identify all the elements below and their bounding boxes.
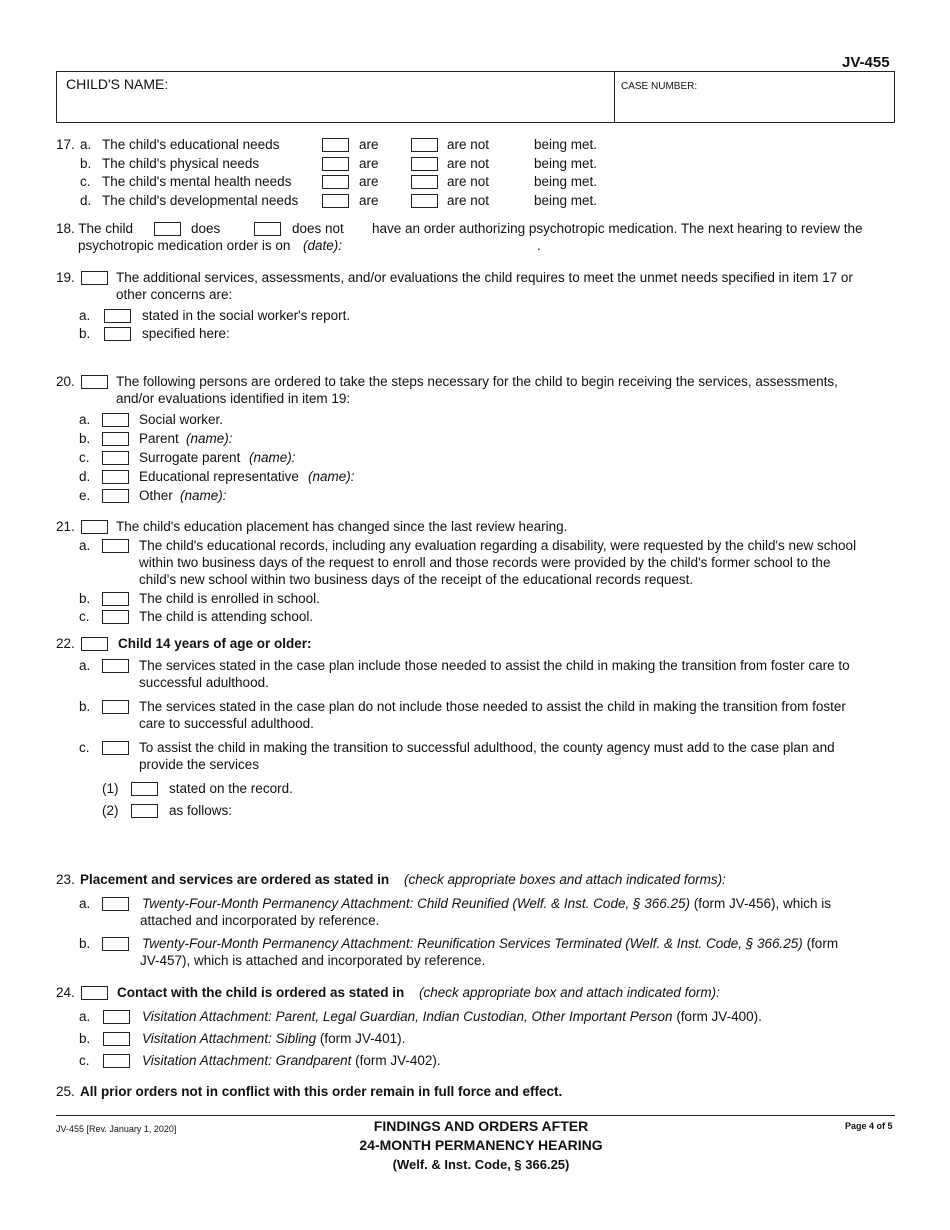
item-24-note: (check appropriate box and attach indicated form): (419, 985, 720, 1000)
header-box (56, 71, 895, 123)
attachment-form: (form JV-401). (316, 1031, 406, 1046)
person-label: Other (139, 488, 173, 503)
item-letter: c. (80, 174, 91, 189)
item-23b-line2: JV-457), which is attached and incorporated by reference. (140, 953, 486, 968)
item-letter: b. (79, 936, 91, 951)
item-21b-text: The child is enrolled in school. (139, 591, 320, 606)
attachment-title: Visitation Attachment: Parent, Legal Guardian, Indian Custodian, Other Important Person (142, 1009, 673, 1024)
visitation-line (142, 1052, 441, 1069)
does-not-checkbox[interactable] (254, 222, 281, 236)
item-19-text-line2: other concerns are: (116, 287, 233, 302)
item-18-text: have an order authorizing psychotropic medication. The next hearing to review the (372, 221, 863, 236)
social-worker-checkbox[interactable] (102, 413, 129, 427)
item-23a-line2: attached and incorporated by reference. (140, 913, 380, 928)
parent-checkbox[interactable] (102, 432, 129, 446)
item-20-text-line2: and/or evaluations identified in item 19: (116, 391, 351, 406)
date-note: (date): (303, 238, 343, 253)
item-letter: a. (79, 308, 91, 323)
are-checkbox[interactable] (322, 138, 349, 152)
item-letter: d. (79, 469, 91, 484)
footer-title-3: (Welf. & Inst. Code, § 366.25) (392, 1157, 570, 1172)
need-label: The child's developmental needs (102, 193, 299, 208)
item-23-title: Placement and services are ordered as stated in (80, 872, 390, 887)
are-not-label: are not (447, 156, 490, 171)
services-included-checkbox[interactable] (102, 659, 129, 673)
visitation-sibling-checkbox[interactable] (103, 1032, 130, 1046)
item-number: 19. (56, 270, 75, 285)
item-letter: d. (80, 193, 92, 208)
item-19b-text: specified here: (142, 326, 230, 341)
item-19a-text: stated in the social worker's report. (142, 308, 351, 323)
visitation-line (142, 1008, 762, 1025)
specified-here-checkbox[interactable] (104, 327, 131, 341)
other-checkbox[interactable] (102, 489, 129, 503)
item-24-checkbox[interactable] (81, 986, 108, 1000)
item-20-text: The following persons are ordered to take the steps necessary for the child to begin receiving the services, assessments, (116, 374, 838, 389)
item-letter: c. (79, 740, 90, 755)
item-21a-line2: within two business days of the request to enroll and those records were provided by the child's former school to the (139, 555, 831, 570)
item-23-note: (check appropriate boxes and attach indicated forms): (404, 872, 726, 887)
item-number: 25. (56, 1084, 75, 1099)
item-24-title: Contact with the child is ordered as stated in (117, 985, 405, 1000)
being-met-label: being met. (534, 174, 598, 189)
are-not-label: are not (447, 193, 490, 208)
services-not-included-checkbox[interactable] (102, 700, 129, 714)
item-22c-line1: To assist the child in making the transition to successful adulthood, the county agency must add to the case plan and (139, 740, 835, 755)
item-21-checkbox[interactable] (81, 520, 108, 534)
records-requested-checkbox[interactable] (102, 539, 129, 553)
item-22-title: Child 14 years of age or older: (118, 636, 312, 651)
item-letter: a. (80, 137, 92, 152)
item-21c-text: The child is attending school. (139, 609, 314, 624)
item-22c1-text: stated on the record. (169, 781, 293, 796)
item-21-text: The child's education placement has changed since the last review hearing. (116, 519, 568, 534)
item-letter: b. (80, 156, 92, 171)
item-22c-line2: provide the services (139, 757, 260, 772)
item-23b-line1 (142, 935, 838, 952)
person-label: Social worker. (139, 412, 224, 427)
attachment-title: Visitation Attachment: Grandparent (142, 1053, 352, 1068)
name-note: (name): (186, 431, 233, 446)
item-18-lead: 18. The child (56, 221, 134, 236)
page-number: Page 4 of 5 (845, 1121, 893, 1131)
does-checkbox[interactable] (154, 222, 181, 236)
are-not-label: are not (447, 174, 490, 189)
child-reunified-attachment-checkbox[interactable] (102, 897, 129, 911)
surrogate-parent-checkbox[interactable] (102, 451, 129, 465)
visitation-grandparent-checkbox[interactable] (103, 1054, 130, 1068)
agency-must-add-checkbox[interactable] (102, 741, 129, 755)
item-21a-line1: The child's educational records, including any evaluation regarding a disability, were requested by the child's new school (139, 538, 857, 553)
social-worker-report-checkbox[interactable] (104, 309, 131, 323)
item-letter: b. (79, 326, 91, 341)
are-not-checkbox[interactable] (411, 157, 438, 171)
item-letter: a. (79, 896, 91, 911)
item-letter: c. (79, 1053, 90, 1068)
visitation-line (142, 1030, 405, 1047)
item-25-text: All prior orders not in conflict with this order remain in full force and effect. (80, 1084, 563, 1099)
are-not-checkbox[interactable] (411, 175, 438, 189)
are-label: are (359, 193, 379, 208)
item-22b-line1: The services stated in the case plan do not include those needed to assist the child in making the transition from foster (139, 699, 846, 714)
item-21a-line3: child's new school within two business days of the receipt of the educational records request. (139, 572, 694, 587)
are-not-checkbox[interactable] (411, 194, 438, 208)
form-id: JV-455 (842, 54, 890, 71)
header-divider (614, 71, 615, 123)
item-22b-line2: care to successful adulthood. (139, 716, 314, 731)
are-label: are (359, 156, 379, 171)
item-letter: a. (79, 658, 91, 673)
item-letter: c. (79, 450, 90, 465)
item-letter: b. (79, 431, 91, 446)
item-number: 20. (56, 374, 75, 389)
item-letter: b. (79, 591, 91, 606)
case-number-label: CASE NUMBER: (621, 81, 698, 92)
are-label: are (359, 137, 379, 152)
are-label: are (359, 174, 379, 189)
item-22a-line1: The services stated in the case plan include those needed to assist the child in making the transition from foster care to (139, 658, 850, 673)
are-checkbox[interactable] (322, 157, 349, 171)
attachment-form: (form JV-400). (672, 1009, 762, 1024)
name-note: (name): (180, 488, 227, 503)
need-label: The child's physical needs (102, 156, 260, 171)
item-letter: e. (79, 488, 91, 503)
name-note: (name): (308, 469, 355, 484)
period: . (537, 238, 541, 253)
sub-item-number: (1) (102, 781, 119, 796)
item-letter: a. (79, 538, 91, 553)
footer-title-2: 24-MONTH PERMANENCY HEARING (359, 1137, 603, 1153)
item-19-text: The additional services, assessments, and/or evaluations the child requires to meet the unmet needs specified in item 17 or (116, 270, 853, 285)
person-label: Surrogate parent (139, 450, 241, 465)
are-not-label: are not (447, 137, 490, 152)
attachment-form: (form (802, 936, 839, 951)
need-label: The child's educational needs (102, 137, 280, 152)
form-revision: JV-455 [Rev. January 1, 2020] (56, 1124, 177, 1134)
need-label: The child's mental health needs (102, 174, 292, 189)
attachment-form: (form JV-456), which is (690, 896, 832, 911)
item-18-text-line2: psychotropic medication order is on (78, 238, 291, 253)
item-23a-line1 (142, 895, 831, 912)
does-not-label: does not (292, 221, 344, 236)
attachment-form: (form JV-402). (351, 1053, 441, 1068)
services-terminated-attachment-checkbox[interactable] (102, 937, 129, 951)
item-number: 24. (56, 985, 75, 1000)
being-met-label: being met. (534, 156, 598, 171)
person-label: Educational representative (139, 469, 299, 484)
item-letter: b. (79, 699, 91, 714)
sub-item-number: (2) (102, 803, 119, 818)
attachment-title: Twenty-Four-Month Permanency Attachment: Reunification Services Terminated (Welf. & Inst. Code, § 366.25) (142, 936, 803, 951)
item-letter: a. (79, 412, 91, 427)
item-22-checkbox[interactable] (81, 637, 108, 651)
item-number: 22. (56, 636, 75, 651)
stated-on-record-checkbox[interactable] (131, 782, 158, 796)
attending-checkbox[interactable] (102, 610, 129, 624)
footer-title-1: FINDINGS AND ORDERS AFTER (373, 1118, 589, 1134)
child-name-label: CHILD'S NAME: (66, 76, 169, 92)
does-label: does (191, 221, 221, 236)
being-met-label: being met. (534, 137, 598, 152)
item-20-checkbox[interactable] (81, 375, 108, 389)
item-letter: a. (79, 1009, 91, 1024)
footer-rule (56, 1115, 895, 1116)
are-checkbox[interactable] (322, 194, 349, 208)
attachment-title: Visitation Attachment: Sibling (142, 1031, 317, 1046)
visitation-parent-checkbox[interactable] (103, 1010, 130, 1024)
item-22a-line2: successful adulthood. (139, 675, 269, 690)
item-number: 21. (56, 519, 75, 534)
are-checkbox[interactable] (322, 175, 349, 189)
being-met-label: being met. (534, 193, 598, 208)
attachment-title: Twenty-Four-Month Permanency Attachment: Child Reunified (Welf. & Inst. Code, § 366.25) (142, 896, 691, 911)
item-22c2-text: as follows: (169, 803, 233, 818)
name-note: (name): (249, 450, 296, 465)
item-number: 23. (56, 872, 75, 887)
item-number: 17. (56, 137, 75, 152)
enrolled-checkbox[interactable] (102, 592, 129, 606)
educational-representative-checkbox[interactable] (102, 470, 129, 484)
are-not-checkbox[interactable] (411, 138, 438, 152)
item-letter: b. (79, 1031, 91, 1046)
person-label: Parent (139, 431, 179, 446)
as-follows-checkbox[interactable] (131, 804, 158, 818)
item-19-checkbox[interactable] (81, 271, 108, 285)
item-letter: c. (79, 609, 90, 624)
